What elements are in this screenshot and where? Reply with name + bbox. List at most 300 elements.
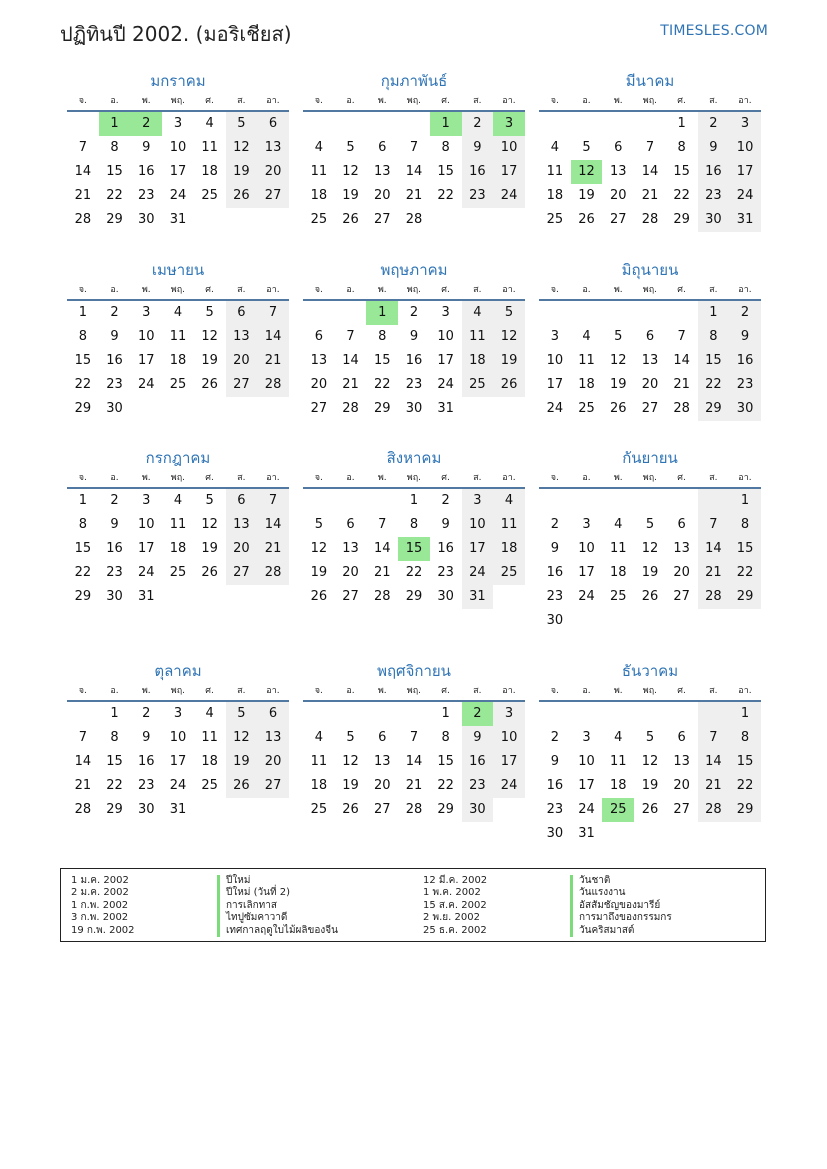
day-cell[interactable]: 12 (493, 325, 525, 349)
day-cell[interactable]: 18 (462, 349, 494, 373)
day-cell[interactable]: 17 (729, 160, 761, 184)
day-cell[interactable]: 25 (462, 373, 494, 397)
day-cell[interactable]: 14 (405, 754, 423, 769)
day-cell[interactable]: 21 (405, 778, 423, 793)
day-cell[interactable]: 15 (106, 164, 123, 179)
day-cell[interactable]: 16 (546, 565, 564, 580)
day-cell[interactable]: 2 (698, 112, 730, 136)
day-cell[interactable]: 21 (257, 537, 289, 561)
day-cell[interactable]: 8 (698, 325, 730, 349)
day-cell[interactable]: 20 (226, 537, 258, 561)
day-cell[interactable]: 22 (405, 565, 423, 580)
day-cell[interactable]: 27 (673, 589, 690, 604)
day-cell[interactable]: 24 (137, 377, 155, 392)
day-cell[interactable]: 3 (493, 702, 525, 726)
day-cell[interactable]: 23 (137, 188, 155, 203)
day-cell[interactable]: 29 (729, 585, 761, 609)
day-cell[interactable]: 14 (698, 537, 730, 561)
day-cell[interactable]: 7 (645, 140, 655, 155)
day-cell[interactable]: 20 (257, 160, 289, 184)
day-cell[interactable]: 3 (582, 730, 591, 745)
day-cell[interactable]: 18 (546, 188, 564, 203)
day-cell[interactable]: 20 (673, 778, 690, 793)
day-cell[interactable]: 1 (698, 301, 730, 325)
day-cell[interactable]: 8 (729, 513, 761, 537)
day-cell[interactable]: 20 (257, 750, 289, 774)
day-cell[interactable]: 28 (74, 212, 92, 227)
day-cell[interactable]: 29 (74, 401, 92, 416)
day-cell[interactable]: 2 (550, 517, 559, 532)
day-cell[interactable]: 16 (729, 349, 761, 373)
day-cell[interactable]: 8 (110, 140, 119, 155)
day-cell[interactable]: 10 (137, 517, 155, 532)
day-cell[interactable]: 7 (698, 513, 730, 537)
day-cell[interactable]: 21 (698, 561, 730, 585)
day-cell[interactable]: 15 (437, 164, 454, 179)
day-cell[interactable]: 16 (546, 778, 564, 793)
day-cell[interactable]: 14 (257, 325, 289, 349)
day-cell[interactable]: 26 (226, 184, 258, 208)
day-cell[interactable]: 15 (373, 353, 391, 368)
day-cell[interactable]: 4 (614, 517, 623, 532)
day-cell[interactable]: 11 (169, 517, 187, 532)
day-cell[interactable]: 4 (173, 493, 183, 508)
day-cell[interactable]: 18 (609, 778, 627, 793)
day-cell[interactable]: 8 (677, 140, 686, 155)
day-cell[interactable]: 26 (201, 565, 218, 580)
day-cell[interactable]: 6 (257, 112, 289, 136)
day-cell[interactable]: 31 (729, 208, 761, 232)
day-cell[interactable]: 12 (342, 754, 359, 769)
day-cell[interactable]: 30 (106, 589, 123, 604)
day-cell[interactable]: 18 (578, 377, 595, 392)
day-cell[interactable]: 28 (373, 589, 391, 604)
day-cell[interactable]: 23 (106, 377, 123, 392)
day-cell[interactable]: 25 (310, 802, 328, 817)
day-cell[interactable]: 9 (142, 140, 151, 155)
day-cell[interactable]: 2 (729, 301, 761, 325)
day-cell[interactable]: 28 (257, 373, 289, 397)
day-cell[interactable]: 27 (673, 802, 690, 817)
day-cell[interactable]: 30 (137, 802, 155, 817)
day-cell[interactable]: 20 (342, 565, 359, 580)
day-cell[interactable]: 10 (137, 329, 155, 344)
day-cell[interactable]: 18 (169, 541, 187, 556)
day-cell[interactable]: 27 (342, 589, 359, 604)
day-cell[interactable]: 4 (314, 140, 323, 155)
day-cell[interactable]: 29 (405, 589, 423, 604)
day-cell[interactable]: 24 (169, 188, 187, 203)
day-cell[interactable]: 22 (74, 377, 92, 392)
day-cell[interactable]: 19 (342, 188, 359, 203)
day-cell[interactable]: 11 (201, 730, 218, 745)
day-cell[interactable]: 11 (310, 164, 328, 179)
day-cell[interactable]: 5 (346, 730, 355, 745)
day-cell[interactable]: 24 (578, 802, 595, 817)
day-cell[interactable]: 18 (201, 754, 218, 769)
day-cell[interactable]: 16 (137, 754, 155, 769)
day-cell[interactable]: 8 (78, 329, 87, 344)
day-cell[interactable]: 15 (106, 754, 123, 769)
day-cell[interactable]: 12 (226, 726, 258, 750)
day-cell[interactable]: 8 (441, 730, 450, 745)
day-cell[interactable]: 2 (441, 493, 450, 508)
day-cell[interactable]: 12 (641, 754, 659, 769)
day-cell[interactable]: 20 (310, 377, 328, 392)
day-cell[interactable]: 16 (462, 750, 494, 774)
day-cell[interactable]: 26 (609, 401, 627, 416)
day-cell[interactable]: 30 (546, 826, 564, 841)
day-cell[interactable]: 27 (641, 401, 659, 416)
day-cell[interactable]: 17 (137, 541, 155, 556)
day-cell[interactable]: 6 (346, 517, 355, 532)
day-cell[interactable]: 13 (342, 541, 359, 556)
day-cell[interactable]: 19 (493, 349, 525, 373)
day-cell[interactable]: 15 (74, 353, 92, 368)
day-cell[interactable]: 23 (729, 373, 761, 397)
day-cell[interactable]: 16 (137, 164, 155, 179)
day-cell[interactable]: 6 (378, 140, 387, 155)
day-cell[interactable]: 13 (609, 164, 627, 179)
day-cell[interactable]: 2 (142, 706, 151, 721)
day-cell[interactable]: 14 (342, 353, 359, 368)
day-cell[interactable]: 9 (441, 517, 450, 532)
day-cell[interactable]: 5 (205, 305, 214, 320)
day-cell[interactable]: 23 (405, 377, 423, 392)
day-cell[interactable]: 24 (137, 565, 155, 580)
day-cell[interactable]: 4 (205, 116, 214, 131)
day-cell[interactable]: 24 (493, 774, 525, 798)
day-cell[interactable]: 13 (373, 754, 391, 769)
day-cell[interactable]: 25 (310, 212, 328, 227)
day-cell[interactable]: 3 (441, 305, 450, 320)
day-cell[interactable]: 31 (137, 589, 155, 604)
day-cell[interactable]: 21 (698, 774, 730, 798)
day-cell[interactable]: 18 (609, 565, 627, 580)
day-cell[interactable]: 1 (441, 706, 450, 721)
day-cell[interactable]: 11 (609, 754, 627, 769)
day-cell[interactable]: 8 (78, 517, 87, 532)
day-cell[interactable]: 27 (226, 561, 258, 585)
day-cell[interactable]: 29 (106, 802, 123, 817)
day-cell[interactable]: 5 (226, 112, 258, 136)
day-cell[interactable]: 10 (493, 726, 525, 750)
day-cell[interactable]: 11 (169, 329, 187, 344)
day-cell[interactable]: 15 (437, 754, 454, 769)
day-cell[interactable]: 12 (571, 160, 603, 184)
day-cell[interactable]: 10 (493, 136, 525, 160)
day-cell[interactable]: 29 (106, 212, 123, 227)
day-cell[interactable]: 24 (493, 184, 525, 208)
day-cell[interactable]: 19 (641, 565, 659, 580)
day-cell[interactable]: 30 (106, 401, 123, 416)
day-cell[interactable]: 2 (550, 730, 559, 745)
day-cell[interactable]: 17 (546, 377, 564, 392)
day-cell[interactable]: 5 (645, 730, 655, 745)
day-cell[interactable]: 20 (673, 565, 690, 580)
day-cell[interactable]: 29 (673, 212, 690, 227)
day-cell[interactable]: 19 (641, 778, 659, 793)
day-cell[interactable]: 17 (169, 164, 187, 179)
day-cell[interactable]: 28 (405, 802, 423, 817)
day-cell[interactable]: 1 (78, 305, 87, 320)
day-cell[interactable]: 30 (698, 208, 730, 232)
day-cell[interactable]: 3 (142, 493, 151, 508)
day-cell[interactable]: 18 (493, 537, 525, 561)
day-cell[interactable]: 3 (582, 517, 591, 532)
day-cell[interactable]: 17 (493, 750, 525, 774)
day-cell[interactable]: 1 (729, 702, 761, 726)
day-cell[interactable]: 13 (373, 164, 391, 179)
day-cell[interactable]: 1 (729, 489, 761, 513)
day-cell[interactable]: 5 (205, 493, 214, 508)
day-cell[interactable]: 10 (169, 730, 187, 745)
day-cell[interactable]: 19 (226, 750, 258, 774)
day-cell[interactable]: 27 (257, 184, 289, 208)
day-cell[interactable]: 25 (609, 589, 627, 604)
day-cell[interactable]: 11 (462, 325, 494, 349)
day-cell[interactable]: 2 (462, 702, 494, 726)
day-cell[interactable]: 5 (346, 140, 355, 155)
day-cell[interactable]: 20 (373, 188, 391, 203)
day-cell[interactable]: 22 (729, 561, 761, 585)
day-cell[interactable]: 25 (201, 778, 218, 793)
day-cell[interactable]: 11 (546, 164, 564, 179)
day-cell[interactable]: 2 (130, 112, 162, 136)
day-cell[interactable]: 20 (226, 349, 258, 373)
day-cell[interactable]: 17 (462, 537, 494, 561)
day-cell[interactable]: 26 (342, 212, 359, 227)
day-cell[interactable]: 30 (437, 589, 454, 604)
day-cell[interactable]: 18 (310, 188, 328, 203)
day-cell[interactable]: 18 (310, 778, 328, 793)
day-cell[interactable]: 17 (437, 353, 454, 368)
day-cell[interactable]: 24 (169, 778, 187, 793)
day-cell[interactable]: 12 (342, 164, 359, 179)
day-cell[interactable]: 1 (430, 112, 462, 136)
day-cell[interactable]: 7 (78, 140, 87, 155)
day-cell[interactable]: 3 (142, 305, 151, 320)
day-cell[interactable]: 9 (698, 136, 730, 160)
day-cell[interactable]: 28 (257, 561, 289, 585)
day-cell[interactable]: 25 (169, 565, 187, 580)
day-cell[interactable]: 30 (137, 212, 155, 227)
day-cell[interactable]: 10 (578, 541, 595, 556)
day-cell[interactable]: 3 (493, 112, 525, 136)
day-cell[interactable]: 6 (614, 140, 623, 155)
day-cell[interactable]: 22 (106, 778, 123, 793)
day-cell[interactable]: 18 (169, 353, 187, 368)
day-cell[interactable]: 8 (378, 329, 387, 344)
day-cell[interactable]: 23 (546, 589, 564, 604)
day-cell[interactable]: 13 (226, 325, 258, 349)
day-cell[interactable]: 15 (74, 541, 92, 556)
day-cell[interactable]: 29 (74, 589, 92, 604)
day-cell[interactable]: 12 (201, 329, 218, 344)
day-cell[interactable]: 7 (698, 726, 730, 750)
day-cell[interactable]: 1 (409, 493, 419, 508)
day-cell[interactable]: 28 (673, 401, 690, 416)
day-cell[interactable]: 9 (550, 754, 559, 769)
day-cell[interactable]: 21 (257, 349, 289, 373)
day-cell[interactable]: 22 (437, 188, 454, 203)
day-cell[interactable]: 19 (342, 778, 359, 793)
day-cell[interactable]: 24 (729, 184, 761, 208)
day-cell[interactable]: 29 (437, 802, 454, 817)
day-cell[interactable]: 3 (729, 112, 761, 136)
day-cell[interactable]: 8 (729, 726, 761, 750)
day-cell[interactable]: 26 (226, 774, 258, 798)
day-cell[interactable]: 23 (698, 184, 730, 208)
day-cell[interactable]: 27 (373, 212, 391, 227)
day-cell[interactable]: 3 (173, 706, 183, 721)
day-cell[interactable]: 31 (169, 212, 187, 227)
day-cell[interactable]: 6 (257, 702, 289, 726)
day-cell[interactable]: 14 (698, 750, 730, 774)
day-cell[interactable]: 10 (578, 754, 595, 769)
day-cell[interactable]: 29 (698, 397, 730, 421)
day-cell[interactable]: 7 (257, 301, 289, 325)
day-cell[interactable]: 13 (257, 136, 289, 160)
day-cell[interactable]: 19 (226, 160, 258, 184)
day-cell[interactable]: 6 (226, 301, 258, 325)
day-cell[interactable]: 11 (578, 353, 595, 368)
day-cell[interactable]: 17 (578, 778, 595, 793)
day-cell[interactable]: 12 (226, 136, 258, 160)
day-cell[interactable]: 6 (677, 517, 686, 532)
day-cell[interactable]: 4 (550, 140, 559, 155)
day-cell[interactable]: 4 (614, 730, 623, 745)
day-cell[interactable]: 9 (462, 726, 494, 750)
day-cell[interactable]: 14 (74, 754, 92, 769)
day-cell[interactable]: 7 (378, 517, 387, 532)
day-cell[interactable]: 4 (205, 706, 214, 721)
day-cell[interactable]: 9 (550, 541, 559, 556)
day-cell[interactable]: 2 (462, 112, 494, 136)
day-cell[interactable]: 1 (78, 493, 87, 508)
day-cell[interactable]: 1 (677, 116, 686, 131)
day-cell[interactable]: 13 (310, 353, 328, 368)
day-cell[interactable]: 29 (729, 798, 761, 822)
day-cell[interactable]: 1 (99, 112, 131, 136)
day-cell[interactable]: 16 (698, 160, 730, 184)
day-cell[interactable]: 12 (201, 517, 218, 532)
day-cell[interactable]: 3 (462, 489, 494, 513)
day-cell[interactable]: 4 (582, 329, 591, 344)
day-cell[interactable]: 9 (142, 730, 151, 745)
day-cell[interactable]: 13 (673, 754, 690, 769)
day-cell[interactable]: 20 (373, 778, 391, 793)
day-cell[interactable]: 26 (342, 802, 359, 817)
day-cell[interactable]: 19 (201, 541, 218, 556)
day-cell[interactable]: 13 (226, 513, 258, 537)
day-cell[interactable]: 10 (437, 329, 454, 344)
day-cell[interactable]: 11 (310, 754, 328, 769)
day-cell[interactable]: 23 (437, 565, 454, 580)
day-cell[interactable]: 24 (462, 561, 494, 585)
day-cell[interactable]: 5 (582, 140, 591, 155)
day-cell[interactable]: 14 (74, 164, 92, 179)
day-cell[interactable]: 16 (106, 541, 123, 556)
day-cell[interactable]: 14 (373, 541, 391, 556)
day-cell[interactable]: 25 (602, 798, 634, 822)
day-cell[interactable]: 13 (641, 353, 659, 368)
day-cell[interactable]: 26 (641, 589, 659, 604)
day-cell[interactable]: 25 (546, 212, 564, 227)
day-cell[interactable]: 22 (74, 565, 92, 580)
day-cell[interactable]: 10 (169, 140, 187, 155)
day-cell[interactable]: 15 (673, 164, 690, 179)
day-cell[interactable]: 22 (437, 778, 454, 793)
day-cell[interactable]: 14 (257, 513, 289, 537)
day-cell[interactable]: 14 (641, 164, 659, 179)
day-cell[interactable]: 7 (346, 329, 355, 344)
day-cell[interactable]: 26 (641, 802, 659, 817)
day-cell[interactable]: 1 (366, 301, 398, 325)
day-cell[interactable]: 19 (310, 565, 328, 580)
day-cell[interactable]: 21 (74, 778, 92, 793)
day-cell[interactable]: 9 (409, 329, 419, 344)
day-cell[interactable]: 16 (437, 541, 454, 556)
day-cell[interactable]: 24 (437, 377, 454, 392)
day-cell[interactable]: 12 (310, 541, 328, 556)
day-cell[interactable]: 28 (698, 798, 730, 822)
day-cell[interactable]: 6 (677, 730, 686, 745)
day-cell[interactable]: 24 (546, 401, 564, 416)
day-cell[interactable]: 30 (405, 401, 423, 416)
day-cell[interactable]: 16 (405, 353, 423, 368)
day-cell[interactable]: 14 (673, 353, 690, 368)
day-cell[interactable]: 8 (441, 140, 450, 155)
day-cell[interactable]: 7 (677, 329, 686, 344)
day-cell[interactable]: 5 (614, 329, 623, 344)
day-cell[interactable]: 8 (409, 517, 419, 532)
day-cell[interactable]: 26 (310, 589, 328, 604)
day-cell[interactable]: 25 (578, 401, 595, 416)
day-cell[interactable]: 5 (493, 301, 525, 325)
day-cell[interactable]: 18 (201, 164, 218, 179)
day-cell[interactable]: 31 (169, 802, 187, 817)
day-cell[interactable]: 25 (493, 561, 525, 585)
day-cell[interactable]: 10 (462, 513, 494, 537)
day-cell[interactable]: 12 (641, 541, 659, 556)
day-cell[interactable]: 9 (462, 136, 494, 160)
day-cell[interactable]: 21 (641, 188, 659, 203)
day-cell[interactable]: 23 (546, 802, 564, 817)
day-cell[interactable]: 22 (673, 188, 690, 203)
day-cell[interactable]: 8 (110, 730, 119, 745)
day-cell[interactable]: 16 (462, 160, 494, 184)
day-cell[interactable]: 23 (106, 565, 123, 580)
day-cell[interactable]: 25 (201, 188, 218, 203)
day-cell[interactable]: 22 (729, 774, 761, 798)
day-cell[interactable]: 19 (578, 188, 595, 203)
day-cell[interactable]: 9 (729, 325, 761, 349)
day-cell[interactable]: 17 (493, 160, 525, 184)
day-cell[interactable]: 21 (342, 377, 359, 392)
day-cell[interactable]: 30 (729, 397, 761, 421)
day-cell[interactable]: 23 (462, 184, 494, 208)
day-cell[interactable]: 31 (437, 401, 454, 416)
day-cell[interactable]: 25 (169, 377, 187, 392)
day-cell[interactable]: 31 (462, 585, 494, 609)
day-cell[interactable]: 4 (314, 730, 323, 745)
day-cell[interactable]: 4 (462, 301, 494, 325)
day-cell[interactable]: 27 (609, 212, 627, 227)
day-cell[interactable]: 23 (137, 778, 155, 793)
day-cell[interactable]: 23 (462, 774, 494, 798)
day-cell[interactable]: 11 (201, 140, 218, 155)
